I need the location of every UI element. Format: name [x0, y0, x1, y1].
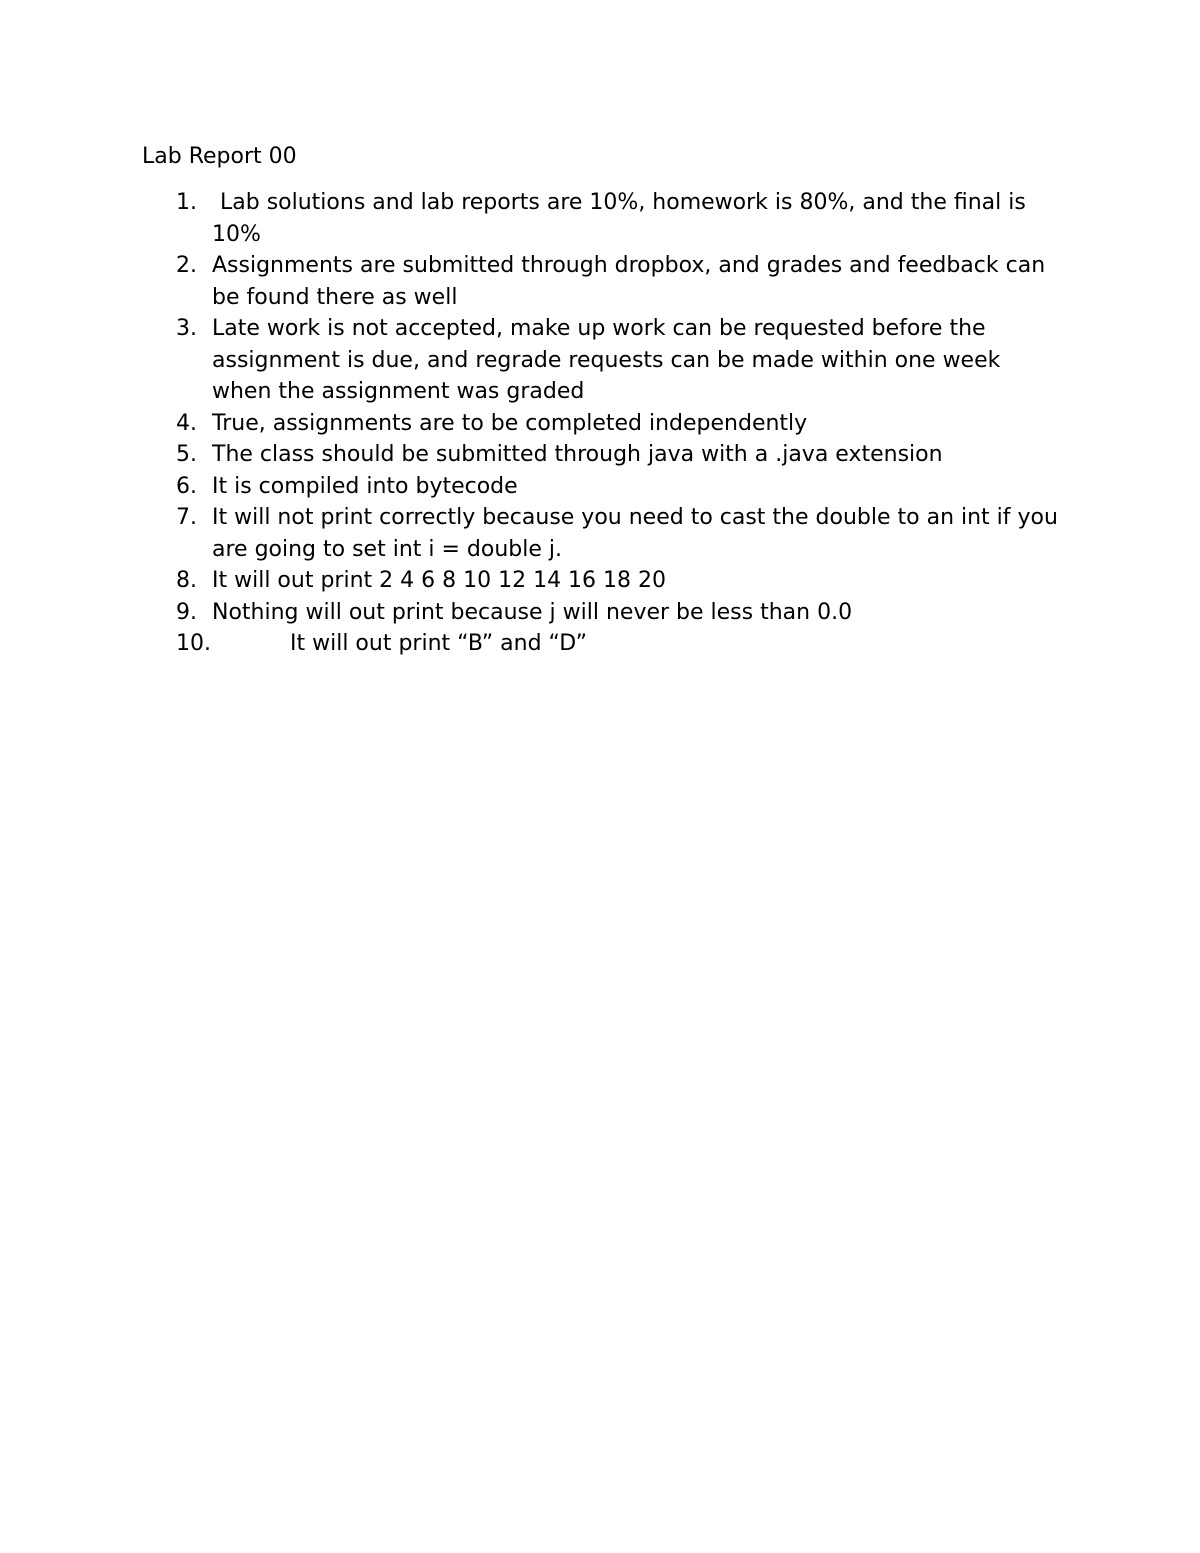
list-item: [0, 250, 1062, 313]
list-item: [0, 565, 1062, 597]
item-number: 6.: [176, 473, 197, 499]
list-item: [0, 187, 1062, 250]
answer-list: [0, 187, 1200, 660]
list-item: [0, 439, 1062, 471]
item-number: 8.: [176, 568, 197, 593]
list-item: [0, 628, 1062, 660]
item-text: Late work is not accepted, make up work can be requested before the assignment is due, and regrade requests can be made within one week when the assignment was graded: [212, 316, 1001, 404]
item-number: 5.: [176, 442, 197, 467]
item-text: Assignments are submitted through dropbox, and grades and feedback can be found there as well: [212, 253, 1046, 310]
list-item: [0, 408, 1062, 440]
document-title: Lab Report 00: [142, 144, 297, 169]
item-text: True, assignments are to be completed independently: [212, 410, 808, 436]
list-item: [0, 597, 1062, 629]
item-number: 7.: [176, 505, 197, 530]
item-number: 3.: [176, 316, 197, 341]
item-number: 10.: [176, 631, 211, 656]
list-item: [0, 313, 1062, 408]
list-item: [0, 471, 1062, 503]
item-text: It will not print correctly because you need to cast the double to an int if you are going to set int i = double j.: [212, 505, 1058, 562]
item-number: 4.: [176, 410, 197, 436]
item-text: Nothing will out print because j will never be less than 0.0: [212, 599, 853, 625]
list-item: [0, 502, 1062, 565]
item-text: It will out print 2 4 6 8 10 12 14 16 18 20: [212, 568, 667, 593]
item-number: 2.: [176, 253, 197, 278]
item-text: The class should be submitted through java with a .java extension: [212, 442, 943, 467]
item-number: 9.: [176, 599, 197, 625]
item-text: Lab solutions and lab reports are 10%, homework is 80%, and the final is 10%: [212, 190, 1026, 247]
item-text: It will out print “B” and “D”: [290, 631, 587, 656]
item-text: It is compiled into bytecode: [212, 473, 518, 499]
item-number: 1.: [176, 190, 197, 215]
